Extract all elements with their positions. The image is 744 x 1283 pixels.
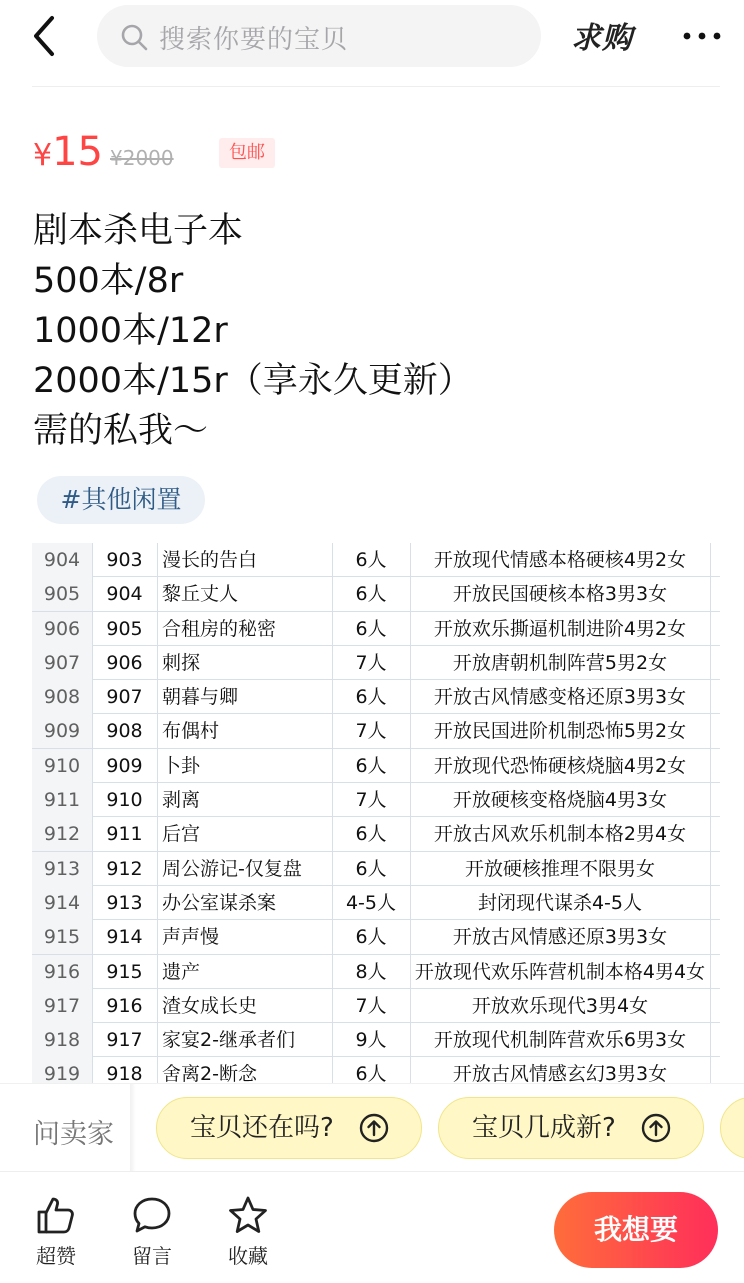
description-line: 剧本杀电子本 [33, 211, 244, 251]
sheet-row [32, 1057, 720, 1083]
search-placeholder: 搜索你要的宝贝 [159, 25, 349, 55]
script-type: 开放民国进阶机制恐怖5男2女 [433, 720, 687, 743]
script-type: 开放现代欢乐阵营机制本格4男4女 [414, 960, 706, 983]
row-number: 911 [32, 783, 92, 817]
script-number: 918 [106, 1063, 143, 1083]
price-value: 15 [52, 129, 103, 175]
item-description [33, 206, 713, 456]
player-count: 7人 [355, 994, 387, 1017]
sheet-row [32, 955, 720, 989]
thumbs-up-icon [35, 1194, 77, 1236]
sheet-row [32, 920, 720, 954]
back-arrow-icon[interactable] [28, 14, 68, 58]
star-icon [227, 1194, 269, 1236]
player-count: 6人 [355, 823, 387, 846]
script-name: 剥离 [162, 789, 201, 812]
chip-label: 宝贝几成新? [472, 1113, 616, 1143]
divider [130, 1084, 136, 1172]
script-number: 904 [106, 583, 143, 606]
script-name: 遗产 [162, 960, 201, 983]
script-number: 909 [106, 754, 143, 777]
row-number: 916 [32, 955, 92, 989]
player-count: 8人 [355, 960, 387, 983]
script-number: 906 [106, 651, 143, 674]
row-number: 913 [32, 852, 92, 886]
like-label: 超赞 [36, 1244, 76, 1268]
more-icon[interactable] [682, 24, 722, 48]
row-number: 917 [32, 989, 92, 1023]
script-name: 合租房的秘密 [162, 617, 277, 640]
player-count: 6人 [355, 583, 387, 606]
free-shipping-badge: 包邮 [219, 138, 275, 168]
top-bar [0, 0, 744, 72]
ask-seller-label: 问卖家 [33, 1119, 114, 1150]
player-count: 7人 [355, 651, 387, 674]
player-count: 9人 [355, 1029, 387, 1052]
currency-symbol: ¥ [33, 138, 53, 173]
price-row [33, 125, 713, 177]
script-type: 开放古风欢乐机制本格2男4女 [433, 823, 687, 846]
script-name: 办公室谋杀案 [162, 891, 277, 914]
sheet-row [32, 783, 720, 817]
script-type: 开放欢乐撕逼机制进阶4男2女 [433, 617, 687, 640]
spreadsheet-image [32, 543, 720, 1083]
sheet-row [32, 612, 720, 646]
category-tag[interactable]: #其他闲置 [37, 476, 205, 524]
script-name: 朝暮与卿 [162, 686, 239, 709]
player-count: 6人 [355, 617, 387, 640]
sheet-row [32, 1023, 720, 1057]
like-button[interactable] [26, 1194, 86, 1274]
sheet-row [32, 543, 720, 577]
script-type: 开放现代恐怖硬核烧脑4男2女 [433, 754, 687, 777]
script-name: 布偶村 [162, 720, 220, 743]
script-name: 周公游记-仅复盘 [162, 857, 302, 880]
sheet-row [32, 749, 720, 783]
row-number: 905 [32, 577, 92, 611]
script-type: 封闭现代谋杀4-5人 [477, 891, 643, 914]
divider [32, 86, 720, 87]
script-name: 卜卦 [162, 754, 201, 777]
script-name: 漫长的告白 [162, 549, 258, 571]
row-number: 904 [32, 543, 92, 577]
row-number: 908 [32, 680, 92, 714]
quick-question-chip[interactable] [720, 1097, 744, 1159]
script-number: 917 [106, 1029, 143, 1052]
arrow-up-circle-icon [641, 1113, 671, 1143]
player-count: 6人 [355, 686, 387, 709]
script-number: 915 [106, 960, 143, 983]
description-line: 需的私我～ [33, 411, 209, 451]
script-name: 黎丘丈人 [162, 583, 239, 606]
favorite-label: 收藏 [228, 1244, 268, 1268]
comment-label: 留言 [132, 1244, 172, 1268]
script-number: 905 [106, 617, 143, 640]
chip-label: 宝贝还在吗? [190, 1113, 334, 1143]
row-number: 907 [32, 646, 92, 680]
sheet-row [32, 886, 720, 920]
player-count: 6人 [355, 857, 387, 880]
description-line: 1000本/12r [33, 311, 228, 351]
row-number: 915 [32, 920, 92, 954]
script-type: 开放古风情感还原3男3女 [452, 926, 668, 949]
script-type: 开放现代情感本格硬核4男2女 [433, 549, 687, 571]
row-number: 912 [32, 817, 92, 851]
item-photo[interactable] [32, 543, 720, 1083]
player-count: 6人 [355, 549, 387, 571]
script-name: 家宴2-继承者们 [162, 1029, 295, 1052]
quick-question-chip[interactable] [438, 1097, 704, 1159]
script-type: 开放唐朝机制阵营5男2女 [452, 651, 668, 674]
current-price [33, 129, 103, 175]
chat-bubble-icon [131, 1194, 173, 1236]
sheet-row [32, 577, 720, 611]
arrow-up-circle-icon [359, 1113, 389, 1143]
script-name: 刺探 [162, 651, 201, 674]
original-price: ¥2000 [110, 146, 174, 170]
script-type: 开放古风情感玄幻3男3女 [452, 1063, 668, 1083]
search-icon [119, 22, 149, 52]
row-number: 918 [32, 1023, 92, 1057]
favorite-button[interactable] [218, 1194, 278, 1274]
script-number: 908 [106, 720, 143, 743]
sheet-row [32, 817, 720, 851]
row-number: 909 [32, 714, 92, 748]
search-bar[interactable] [97, 5, 541, 67]
sheet-row [32, 646, 720, 680]
row-number: 914 [32, 886, 92, 920]
sheet-row [32, 680, 720, 714]
want-button[interactable]: 我想要 [554, 1192, 718, 1268]
player-count: 7人 [355, 720, 387, 743]
sheet-row [32, 852, 720, 886]
script-type: 开放古风情感变格还原3男3女 [433, 686, 687, 709]
script-type: 开放现代机制阵营欢乐6男3女 [433, 1029, 687, 1052]
ask-seller-bar [0, 1083, 744, 1171]
description-line: 2000本/15r（享永久更新） [33, 361, 473, 401]
player-count: 6人 [355, 754, 387, 777]
comment-button[interactable] [122, 1194, 182, 1274]
script-number: 907 [106, 686, 143, 709]
script-number: 910 [106, 789, 143, 812]
script-type: 开放硬核推理不限男女 [464, 857, 655, 880]
script-number: 914 [106, 926, 143, 949]
script-type: 开放欢乐现代3男4女 [471, 994, 649, 1017]
script-type: 开放民国硬核本格3男3女 [452, 583, 668, 606]
player-count: 6人 [355, 1063, 387, 1083]
script-name: 后宫 [162, 823, 201, 846]
script-number: 913 [106, 891, 143, 914]
qiugou-button[interactable]: 求购 [571, 21, 633, 56]
script-type: 开放硬核变格烧脑4男3女 [452, 789, 668, 812]
row-number: 919 [32, 1057, 92, 1083]
script-name: 舍离2-断念 [162, 1063, 257, 1083]
script-name: 声声慢 [162, 926, 220, 949]
script-name: 渣女成长史 [162, 994, 258, 1017]
quick-question-chip[interactable] [156, 1097, 422, 1159]
script-number: 911 [106, 823, 143, 846]
player-count: 4-5人 [345, 891, 397, 914]
sheet-row [32, 714, 720, 748]
row-number: 910 [32, 749, 92, 783]
description-line: 500本/8r [33, 261, 184, 301]
script-number: 903 [106, 549, 143, 571]
row-number: 906 [32, 612, 92, 646]
sheet-row [32, 989, 720, 1023]
script-number: 912 [106, 857, 143, 880]
script-number: 916 [106, 994, 143, 1017]
player-count: 6人 [355, 926, 387, 949]
player-count: 7人 [355, 789, 387, 812]
bottom-action-bar [0, 1171, 744, 1283]
